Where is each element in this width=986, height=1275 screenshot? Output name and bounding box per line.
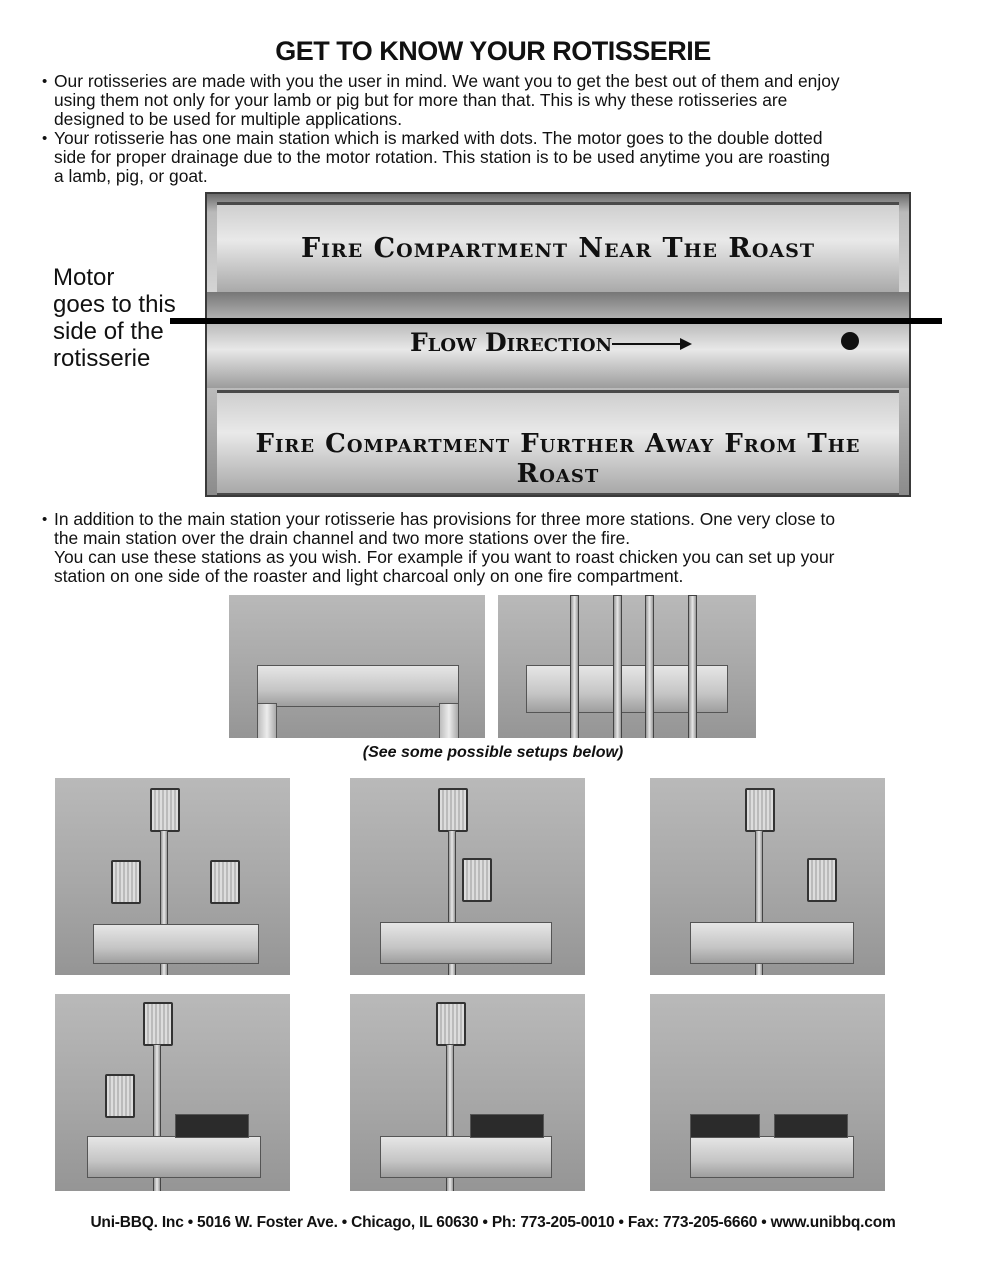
setup-photo-5 bbox=[350, 994, 585, 1191]
motor-note-line: rotisserie bbox=[53, 345, 151, 372]
setups-caption: (See some possible setups below) bbox=[362, 744, 624, 761]
closeup-photo-stations bbox=[498, 595, 756, 738]
setup-photo-6 bbox=[650, 994, 885, 1191]
intro-bullet-2 bbox=[42, 129, 942, 186]
grill-basket bbox=[774, 1114, 848, 1138]
grill-basket bbox=[175, 1114, 249, 1138]
frame-bar bbox=[690, 922, 854, 964]
motor-icon bbox=[210, 860, 240, 904]
setup-photo-1 bbox=[55, 778, 290, 975]
frame-bar bbox=[690, 1136, 854, 1178]
footer-contact: Uni-BBQ. Inc • 5016 W. Foster Ave. • Chicago, IL 60630 • Ph: 773-205-0010 • Fax: 773-205-6660 • www.unibbq.com bbox=[90, 1214, 896, 1231]
flow-direction-label: Flow Direction bbox=[410, 328, 613, 357]
motor-icon bbox=[143, 1002, 173, 1046]
fire-compartment-near bbox=[217, 202, 899, 296]
motor-note-line: goes to this bbox=[53, 291, 176, 318]
frame-bar bbox=[526, 665, 728, 713]
motor-icon bbox=[745, 788, 775, 832]
bullet-line: Your rotisserie has one main station which is marked with dots. The motor goes to the double dotted bbox=[54, 128, 823, 148]
frame-bar bbox=[380, 1136, 552, 1178]
bullet-line: a lamb, pig, or goat. bbox=[54, 166, 208, 186]
frame-bar bbox=[87, 1136, 261, 1178]
closeup-photo-empty bbox=[229, 595, 485, 738]
motor-icon bbox=[807, 858, 837, 902]
bullet-line: You can use these stations as you wish. For example if you want to roast chicken you can set up your bbox=[54, 547, 835, 567]
intro-bullet-1 bbox=[42, 72, 942, 129]
spit-rod bbox=[645, 595, 654, 738]
stations-bullet bbox=[42, 510, 942, 586]
setup-photo-2 bbox=[350, 778, 585, 975]
frame-leg bbox=[257, 703, 277, 738]
motor-icon bbox=[105, 1074, 135, 1118]
bullet-line: Our rotisseries are made with you the user in mind. We want you to get the best out of them and enjoy bbox=[54, 71, 840, 91]
motor-icon bbox=[150, 788, 180, 832]
bullet-dot: • bbox=[42, 511, 48, 528]
frame-bar bbox=[257, 665, 459, 707]
setup-photo-4 bbox=[55, 994, 290, 1191]
arrow-head-icon bbox=[680, 338, 692, 350]
motor-icon bbox=[111, 860, 141, 904]
bullet-line: the main station over the drain channel and two more stations over the fire. bbox=[54, 528, 631, 548]
grill-basket bbox=[470, 1114, 544, 1138]
grill-basket bbox=[690, 1114, 760, 1138]
spit-rod bbox=[688, 595, 697, 738]
motor-icon bbox=[436, 1002, 466, 1046]
bullet-line: designed to be used for multiple applications. bbox=[54, 109, 403, 129]
motor-icon bbox=[462, 858, 492, 902]
drain-hole-icon bbox=[841, 332, 859, 350]
bullet-dot: • bbox=[42, 73, 48, 90]
bullet-line: side for proper drainage due to the motor rotation. This station is to be used anytime you are roasting bbox=[54, 147, 830, 167]
flow-arrow-icon bbox=[612, 343, 682, 345]
motor-note-line: Motor bbox=[53, 264, 115, 291]
spit-rod bbox=[570, 595, 579, 738]
fire-compartment-far bbox=[217, 390, 899, 496]
main-station-line bbox=[170, 318, 942, 324]
far-compartment-label: Fire Compartment Further Away From The Roast bbox=[255, 429, 861, 489]
bullet-line: In addition to the main station your rotisserie has provisions for three more stations. One very close to bbox=[54, 509, 836, 529]
motor-icon bbox=[438, 788, 468, 832]
page-title: GET TO KNOW YOUR ROTISSERIE bbox=[275, 36, 711, 66]
motor-note bbox=[53, 264, 176, 372]
frame-leg bbox=[439, 703, 459, 738]
setup-photo-3 bbox=[650, 778, 885, 975]
bullet-dot: • bbox=[42, 130, 48, 147]
motor-note-line: side of the bbox=[53, 318, 164, 345]
frame-bar bbox=[380, 922, 552, 964]
frame-bar bbox=[93, 924, 259, 964]
bullet-line: using them not only for your lamb or pig but for more than that. This is why these rotisseries are bbox=[54, 90, 788, 110]
bullet-line: station on one side of the roaster and light charcoal only on one fire compartment. bbox=[54, 566, 684, 586]
near-compartment-label: Fire Compartment Near The Roast bbox=[300, 233, 816, 264]
spit-rod bbox=[613, 595, 622, 738]
